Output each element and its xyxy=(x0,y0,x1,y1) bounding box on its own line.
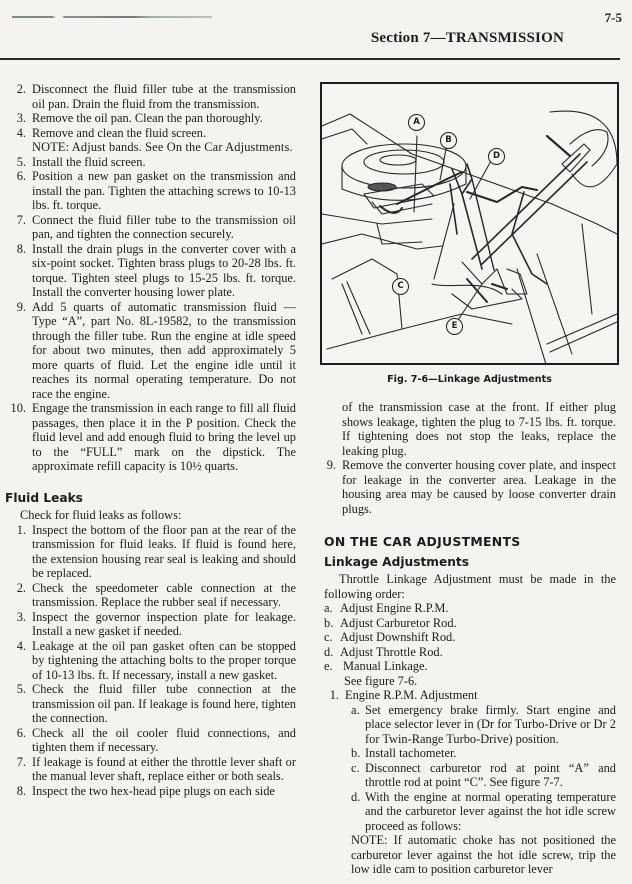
step-text: If leakage is found at either the throttle lever shaft or the manual lever shaft, replace either or both seals. xyxy=(32,754,296,783)
step-item xyxy=(5,242,296,300)
rpm-note: NOTE: If automatic choke has not positioned the carburetor lever against the hot idle screw, trip the low idle cam to position carburetor lever xyxy=(351,833,616,876)
substep-letter: d. xyxy=(351,789,361,804)
step-item xyxy=(5,401,296,474)
linkage-figure xyxy=(320,82,619,365)
step-item xyxy=(5,169,296,213)
order-text: Adjust Engine R.P.M. xyxy=(340,601,449,615)
step-text: Check all the oil cooler fluid connections, and tighten them if necessary. xyxy=(32,725,296,754)
linkage-heading: Linkage Adjustments xyxy=(324,554,469,569)
step-number: 5. xyxy=(16,682,26,696)
order-item xyxy=(324,645,616,660)
leak-step xyxy=(5,523,296,581)
order-text: Adjust Throttle Rod. xyxy=(340,644,443,659)
rpm-step xyxy=(324,688,616,703)
step-text: Engage the transmission in each range to fill all fluid passages, then place it in the P position. Check the fluid level and add enough fluid to bring the level up to the “FULL” mark on the dipstick. The approximate refill capacity is 10½ quarts. xyxy=(32,401,296,473)
step-text: Check the speedometer cable connection at the transmission. Replace the rubber seal if necessary. xyxy=(32,580,296,609)
step-text: Inspect the two hex-head pipe plugs on each side xyxy=(32,783,275,798)
order-text: Adjust Carburetor Rod. xyxy=(340,615,457,630)
step-text: Disconnect the fluid filler tube at the transmission oil pan. Drain the fluid from the transmission. xyxy=(32,82,296,111)
step-number: 6. xyxy=(16,169,26,183)
step-text: Install the fluid screen. xyxy=(32,154,146,169)
substep-text: With the engine at normal operating temperature and the carburetor lever against the hot idle screw proceed as follows: xyxy=(365,789,616,833)
step-number: 2. xyxy=(16,82,26,96)
step-number: 2. xyxy=(16,580,26,595)
step-number: 1. xyxy=(16,522,26,537)
step-number: 7. xyxy=(16,754,26,769)
order-letter: b. xyxy=(324,615,334,630)
header-rule xyxy=(0,58,620,60)
rpm-substep xyxy=(324,703,616,747)
step-text: Remove the oil pan. Clean the pan thoroughly. xyxy=(32,111,263,125)
right-column xyxy=(324,400,616,877)
page-number: 7-5 xyxy=(604,10,622,25)
step-text: Install the drain plugs in the converter cover with a six-point socket. Tighten brass plugs to 20-28 lbs. ft. torque. Tighten steel plugs to 15-25 lbs. ft. torque. Install the converter housing lower plate. xyxy=(32,241,296,299)
continued-step-text: of the transmission case at the front. If either plug shows leakage, tighten the plug to 7-15 lbs. ft. torque. If tightening does not stop the leaks, replace the leaking plug. xyxy=(342,400,616,458)
substep-text: Set emergency brake firmly. Start engine and place selector lever in (Dr for Turbo-Drive or Dr 2 for Twin-Range Turbo-Drive) position. xyxy=(365,702,616,746)
on-car-heading: ON THE CAR ADJUSTMENTS xyxy=(324,534,521,549)
step-text: Engine R.P.M. Adjustment xyxy=(345,688,478,702)
order-item xyxy=(324,616,616,631)
step-number: 7. xyxy=(16,212,26,227)
step-text: Remove and clean the fluid screen. xyxy=(32,125,207,140)
step-number: 6. xyxy=(16,725,26,740)
substep-text: Install tachometer. xyxy=(365,746,457,760)
substep-letter: b. xyxy=(351,746,361,760)
order-text: Adjust Downshift Rod. xyxy=(340,630,456,644)
step-text: Inspect the governor inspection plate for leakage. Install a new gasket if needed. xyxy=(32,609,296,638)
linkage-illustration xyxy=(322,84,617,363)
linkage-intro: Throttle Linkage Adjustment must be made in the following order: xyxy=(324,572,616,601)
step-number: 10. xyxy=(10,401,26,415)
step-text: Leakage at the oil pan gasket often can be stopped by tightening the attaching bolts to the proper torque of 10-13 lbs. ft. If necessary, install a new gasket. xyxy=(32,638,296,682)
callout-b: B xyxy=(440,132,457,149)
callout-c: C xyxy=(392,278,409,295)
fluid-leaks-intro: Check for fluid leaks as follows: xyxy=(20,508,182,522)
step-item xyxy=(5,300,296,402)
leak-step xyxy=(5,726,296,755)
order-letter: c. xyxy=(324,630,333,644)
leak-step xyxy=(5,610,296,639)
step-item xyxy=(5,155,296,170)
order-item xyxy=(324,659,616,674)
rpm-substep xyxy=(324,761,616,790)
leak-step xyxy=(5,755,296,784)
leak-step xyxy=(5,639,296,683)
step-number: 1. xyxy=(329,688,339,702)
step-number: 9. xyxy=(326,458,336,472)
step-item xyxy=(5,82,296,111)
leak-step xyxy=(5,682,296,726)
order-letter: e. xyxy=(324,659,333,673)
leak-step xyxy=(5,784,296,799)
step-text: Add 5 quarts of automatic transmission fluid — Type “A”, part No. 8L-19582, to the transmission through the filler tube. Run the engine at idle speed for about two minutes, then add approximately 5 more quarts of fluid. Let the engine idle until it reaches its normal operating temperature. Do not race the engine. xyxy=(32,299,296,401)
step-text: Position a new pan gasket on the transmission and install the pan. Tighten the attaching screws to 10-13 lbs. ft. torque. xyxy=(32,169,296,212)
step-number: 8. xyxy=(16,783,26,798)
scan-artifact xyxy=(12,16,212,18)
callout-a: A xyxy=(408,114,425,131)
figure-caption: Fig. 7-6—Linkage Adjustments xyxy=(387,374,552,385)
leak-step xyxy=(5,581,296,610)
left-column xyxy=(5,82,296,798)
step-text: Connect the fluid filler tube to the transmission oil pan, and tighten the connection securely. xyxy=(32,212,296,241)
callout-leaders xyxy=(414,136,492,326)
step-number: 4. xyxy=(16,638,26,653)
substep-letter: a. xyxy=(351,702,360,717)
step-item xyxy=(5,111,296,126)
step-item xyxy=(5,126,296,141)
step-number: 8. xyxy=(16,241,26,256)
see-figure-ref: See figure 7-6. xyxy=(344,673,418,688)
rpm-substep xyxy=(324,746,616,761)
order-item xyxy=(324,601,616,616)
callout-d: D xyxy=(488,148,505,165)
step-number: 3. xyxy=(16,111,26,125)
step-number: 5. xyxy=(16,154,26,169)
step-text: Inspect the bottom of the floor pan at the rear of the transmission for fluid leaks. If fluid is found here, the extension housing rear seal is leaking and should be replaced. xyxy=(32,522,296,580)
order-text: Manual Linkage. xyxy=(343,659,428,673)
step-number: 4. xyxy=(16,125,26,140)
order-letter: a. xyxy=(324,601,333,615)
section-title: Section 7—TRANSMISSION xyxy=(370,30,564,46)
step-item xyxy=(5,213,296,242)
order-letter: d. xyxy=(324,644,334,659)
step-note: NOTE: Adjust bands. See On the Car Adjustments. xyxy=(32,140,293,154)
step-text: Remove the converter housing cover plate, and inspect for leakage in the converter area. Leakage in the housing area may be caused by loose converter drain plugs. xyxy=(342,458,616,516)
step-item xyxy=(324,458,616,516)
order-item xyxy=(324,630,616,645)
fluid-leaks-heading: Fluid Leaks xyxy=(5,490,83,505)
step-number: 3. xyxy=(16,609,26,624)
substep-letter: c. xyxy=(351,760,360,775)
step-text: Check the fluid filler tube connection at the transmission oil pan. If leakage is found here, tighten the connection. xyxy=(32,682,296,725)
callout-e: E xyxy=(446,318,463,335)
rpm-substep xyxy=(324,790,616,834)
step-number: 9. xyxy=(16,299,26,314)
substep-text: Disconnect carburetor rod at point “A” and throttle rod at point “C”. See figure 7-7. xyxy=(365,760,616,789)
